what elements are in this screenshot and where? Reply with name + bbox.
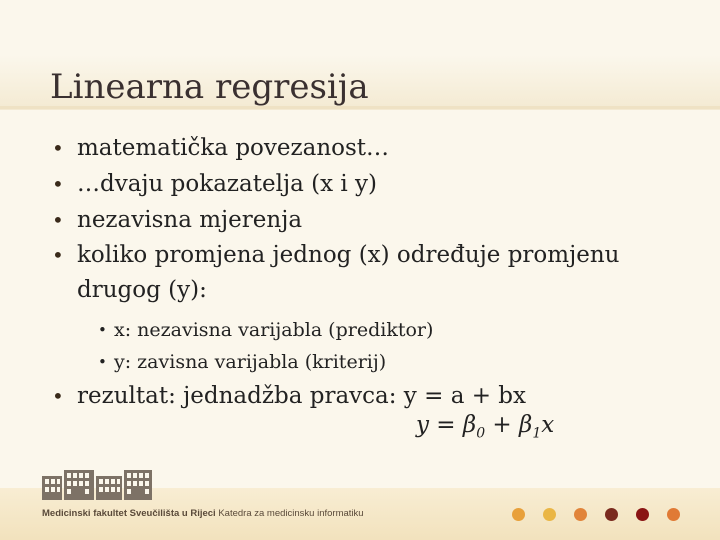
bullet-item xyxy=(52,378,692,414)
sub-bullet-icon: • xyxy=(98,353,107,371)
decorative-dot xyxy=(512,508,525,521)
bullet-icon: • xyxy=(52,136,64,160)
equation-mid: + β xyxy=(485,412,533,438)
bullet-text: …dvaju pokazatelja (x i y) xyxy=(77,171,377,197)
regression-equation xyxy=(416,412,554,442)
decorative-dot xyxy=(574,508,587,521)
footer-department: Katedra za medicinsku informatiku xyxy=(218,508,364,519)
sub-bullet-text: y: zavisna varijabla (kriterij) xyxy=(114,351,387,373)
bullet-item xyxy=(52,130,692,166)
equation-subscript-0: 0 xyxy=(476,425,486,442)
sub-bullet-item xyxy=(52,346,692,378)
equation-rhs: x xyxy=(541,412,555,438)
bullet-item xyxy=(52,238,692,308)
bullet-text: nezavisna mjerenja xyxy=(77,207,303,233)
decorative-dot xyxy=(605,508,618,521)
slide-title: Linearna regresija xyxy=(50,67,369,107)
footer-institution-name: Medicinski fakultet Sveučilišta u Rijeci xyxy=(42,508,216,519)
sub-bullet-text: x: nezavisna varijabla (prediktor) xyxy=(114,319,434,341)
decorative-dot xyxy=(636,508,649,521)
bullet-icon: • xyxy=(52,172,64,196)
bullet-list xyxy=(52,130,692,414)
bullet-text: rezultat: jednadžba pravca: y = a + bx xyxy=(77,383,526,409)
sub-bullet-item xyxy=(52,314,692,346)
decorative-dot xyxy=(543,508,556,521)
equation-subscript-1: 1 xyxy=(532,425,542,442)
bullet-item xyxy=(52,166,692,202)
sub-bullet-icon: • xyxy=(98,321,107,339)
decorative-dot xyxy=(667,508,680,521)
equation-lhs: y = β xyxy=(416,412,477,438)
bullet-icon: • xyxy=(52,243,64,267)
bullet-item xyxy=(52,202,692,238)
bullet-text: matematička povezanost… xyxy=(77,135,390,161)
bullet-icon: • xyxy=(52,208,64,232)
footer-institution xyxy=(42,508,364,519)
building-logo-icon xyxy=(42,468,154,500)
bullet-icon: • xyxy=(52,384,64,408)
bullet-text: koliko promjena jednog (x) određuje promjenu drugog (y): xyxy=(77,242,620,303)
